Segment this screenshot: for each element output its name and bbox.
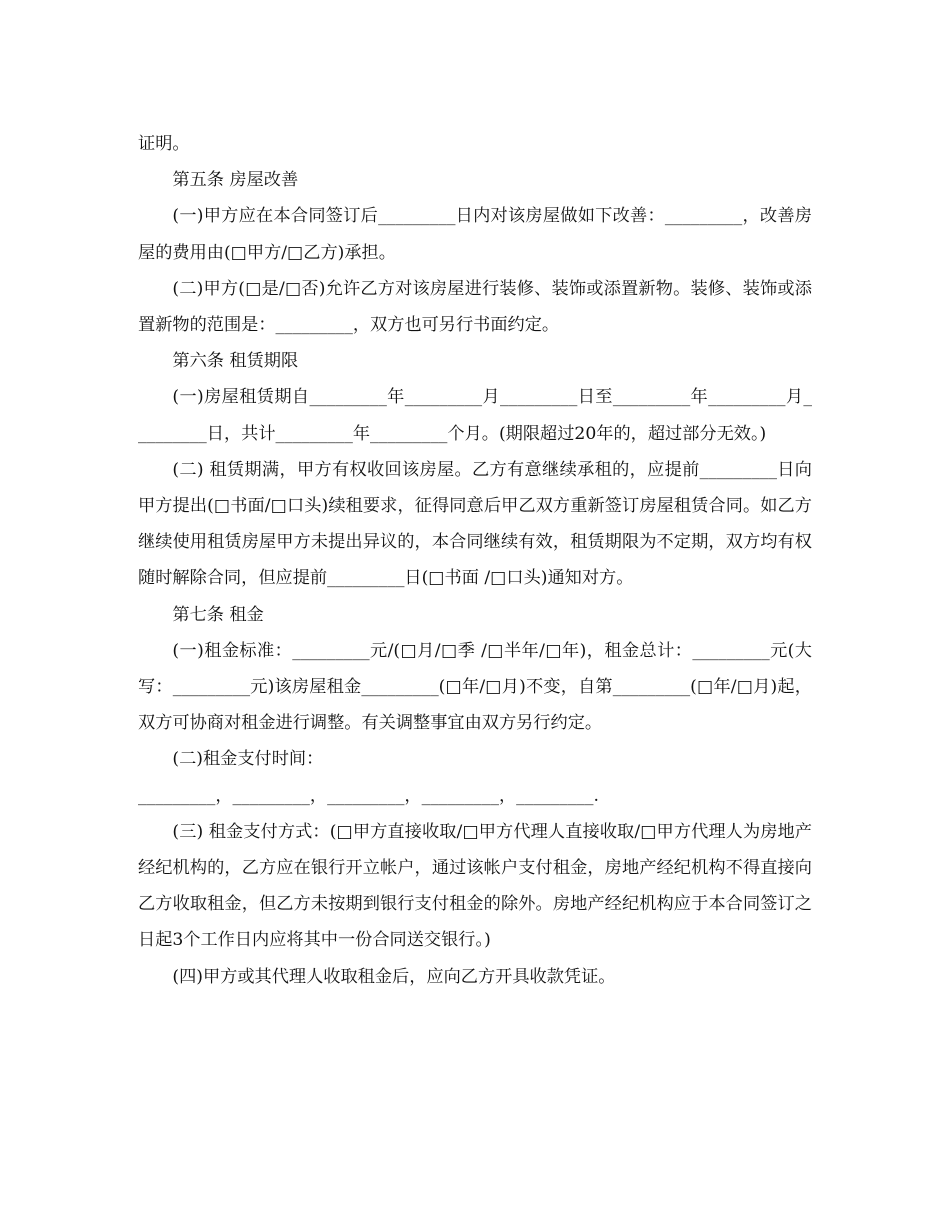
article-7-heading: 第七条 租金 (172, 604, 264, 625)
article-6-heading: 第六条 租赁期限 (172, 351, 299, 372)
article-6-clause-1: (一)房屋租赁期自_________年_________月_________日至_________年_________月_________日，共计_________年_________个月。(期限超过20年的，超过部分无效。) (138, 387, 812, 444)
article-7-clause-1: (一)租金标准：_________元/(□月/□季 /□半年/□年)，租金总计：_________元(大写：_________元)该房屋租金_________(□年/□月)不变，自第_________(□年/□月)起，双方可协商对租金进行调整。有关调整事宜由双方另行约定。 (138, 640, 812, 734)
article-7-clause-3: (三) 租金支付方式：(□甲方直接收取/□甲方代理人直接收取/□甲方代理人为房地产经纪机构的，乙方应在银行开立帐户，通过该帐户支付租金，房地产经纪机构不得直接向乙方收取租金，但乙方未按期到银行支付租金的除外。房地产经纪机构应于本合同签订之日起3个工作日内应将其中一份合同送交银行。) (138, 821, 812, 951)
article-7-clause-4: (四)甲方或其代理人收取租金后，应向乙方开具收款凭证。 (172, 966, 616, 987)
article-5-clause-1: (一)甲方应在本合同签订后_________日内对该房屋做如下改善：_________，改善房屋的费用由(□甲方/□乙方)承担。 (138, 206, 812, 263)
article-5-clause-2: (二)甲方(□是/□否)允许乙方对该房屋进行装修、装饰或添置新物。装修、装饰或添置新物的范围是：_________，双方也可另行书面约定。 (138, 278, 812, 336)
article-6-clause-2: (二) 租赁期满，甲方有权收回该房屋。乙方有意继续承租的，应提前_________日向甲方提出(□书面/□口头)续租要求，征得同意后甲乙双方重新签订房屋租赁合同。如乙方继续使用租赁房屋甲方未提出异议的，本合同继续有效，租赁期限为不定期，双方均有权随时解除合同，但应提前_________日(□书面 /□口头)通知对方。 (138, 459, 812, 589)
article-7-clause-2: (二)租金支付时间： (172, 749, 324, 770)
contract-body (138, 126, 812, 995)
paragraph-proof: 证明。 (138, 134, 190, 154)
article-5-heading: 第五条 房屋改善 (172, 170, 299, 191)
payment-dates-blanks: _________，_________，_________，_________，_________. (138, 785, 599, 806)
